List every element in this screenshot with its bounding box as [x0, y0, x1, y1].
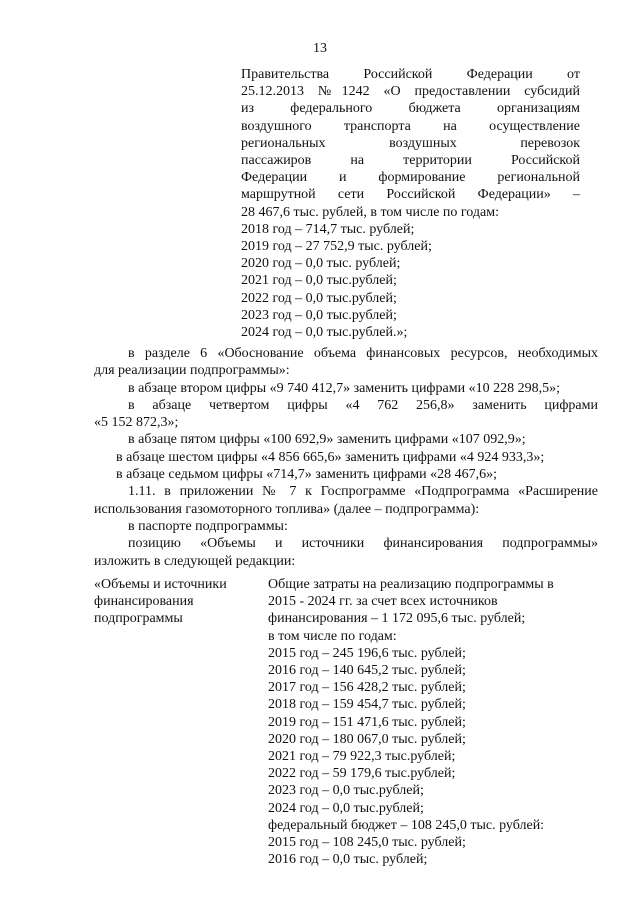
intro-line: 2023 год – 0,0 тыс.рублей; — [241, 307, 397, 323]
intro-line: 2019 год – 27 752,9 тыс. рублей; — [241, 239, 432, 255]
body-line: в паспорте подпрограммы: — [128, 518, 288, 534]
intro-line: маршрутной сети Российской Федерации» – — [241, 187, 580, 203]
table-left-line: «Объемы и источники — [94, 577, 227, 592]
table-right-line: финансирования – 1 172 095,6 тыс. рублей; — [268, 611, 526, 627]
body-line: в разделе 6 «Обоснование объема финансовых ресурсов, необходимых — [128, 346, 598, 361]
body-line: использования газомоторного топлива» (далее – подпрограмма): — [94, 501, 480, 517]
body-line: в абзаце втором цифры «9 740 412,7» заменить цифрами «10 228 298,5»; — [128, 380, 560, 396]
table-left-line: подпрограммы — [94, 611, 183, 627]
table-right-line: 2022 год – 59 179,6 тыс.рублей; — [268, 766, 456, 782]
intro-paragraph — [241, 66, 580, 341]
table-right-line: в том числе по годам: — [268, 628, 397, 644]
table-right-line: 2016 год – 140 645,2 тыс. рублей; — [268, 663, 466, 679]
table-right-line: 2015 год – 108 245,0 тыс. рублей; — [268, 835, 466, 851]
intro-line: из федерального бюджета организациям — [241, 101, 580, 117]
table-left-column — [94, 576, 259, 628]
body-line: в абзаце шестом цифры «4 856 665,6» заменить цифрами «4 924 933,3»; — [116, 449, 545, 465]
intro-line: 2018 год – 714,7 тыс. рублей; — [241, 221, 415, 237]
body-line: 1.11. в приложении № 7 к Госпрограмме «Подпрограмма «Расширение — [128, 484, 598, 500]
page-number: 13 — [313, 41, 327, 56]
intro-line: 25.12.2013 №1242 «О предоставлении субсидий — [241, 84, 580, 100]
intro-line: 28 467,6 тыс. рублей, в том числе по годам: — [241, 204, 499, 220]
table-right-line: Общие затраты на реализацию подпрограммы в — [268, 577, 554, 592]
table-right-line: 2016 год – 0,0 тыс. рублей; — [268, 852, 428, 868]
body-line: позицию «Объемы и источники финансирования подпрограммы» — [128, 536, 598, 552]
intro-line: пассажиров на территории Российской — [241, 153, 580, 169]
intro-line: 2021 год – 0,0 тыс.рублей; — [241, 273, 397, 289]
table-right-line: 2017 год – 156 428,2 тыс. рублей; — [268, 680, 466, 696]
intro-line: 2022 год – 0,0 тыс.рублей; — [241, 290, 397, 306]
intro-line: 2020 год – 0,0 тыс. рублей; — [241, 256, 401, 272]
table-left-line: финансирования — [94, 594, 194, 610]
body-line: «5 152 872,3»; — [94, 415, 179, 431]
table-right-line: 2023 год – 0,0 тыс.рублей; — [268, 783, 424, 799]
table-right-line: 2015 год – 245 196,6 тыс. рублей; — [268, 645, 466, 661]
intro-line: воздушного транспорта на осуществление — [241, 118, 580, 134]
intro-line: Правительства Российской Федерации от — [241, 67, 580, 82]
table-right-line: 2018 год – 159 454,7 тыс. рублей; — [268, 697, 466, 713]
table-right-line: 2021 год – 79 922,3 тыс.рублей; — [268, 749, 456, 765]
body-line: в абзаце седьмом цифры «714,7» заменить цифрами «28 467,6»; — [116, 467, 498, 483]
body-line: в абзаце четвертом цифры «4 762 256,8» заменить цифрами — [128, 397, 598, 413]
table-right-line: 2019 год – 151 471,6 тыс. рублей; — [268, 714, 466, 730]
table-right-line: 2015 - 2024 гг. за счет всех источников — [268, 594, 498, 610]
intro-line: региональных воздушных перевозок — [241, 135, 580, 151]
body-line: изложить в следующей редакции: — [94, 553, 296, 569]
body-line: в абзаце пятом цифры «100 692,9» заменить цифрами «107 092,9»; — [128, 432, 526, 448]
body-paragraphs — [94, 345, 598, 570]
intro-line: 2024 год – 0,0 тыс.рублей.»; — [241, 325, 408, 341]
intro-line: Федерации и формирование региональной — [241, 170, 580, 186]
table-right-column — [268, 576, 604, 868]
body-line: для реализации подпрограммы»: — [94, 363, 290, 379]
table-right-line: 2024 год – 0,0 тыс.рублей; — [268, 800, 424, 816]
table-right-line: федеральный бюджет – 108 245,0 тыс. рублей: — [268, 817, 545, 833]
table-right-line: 2020 год – 180 067,0 тыс. рублей; — [268, 731, 466, 747]
